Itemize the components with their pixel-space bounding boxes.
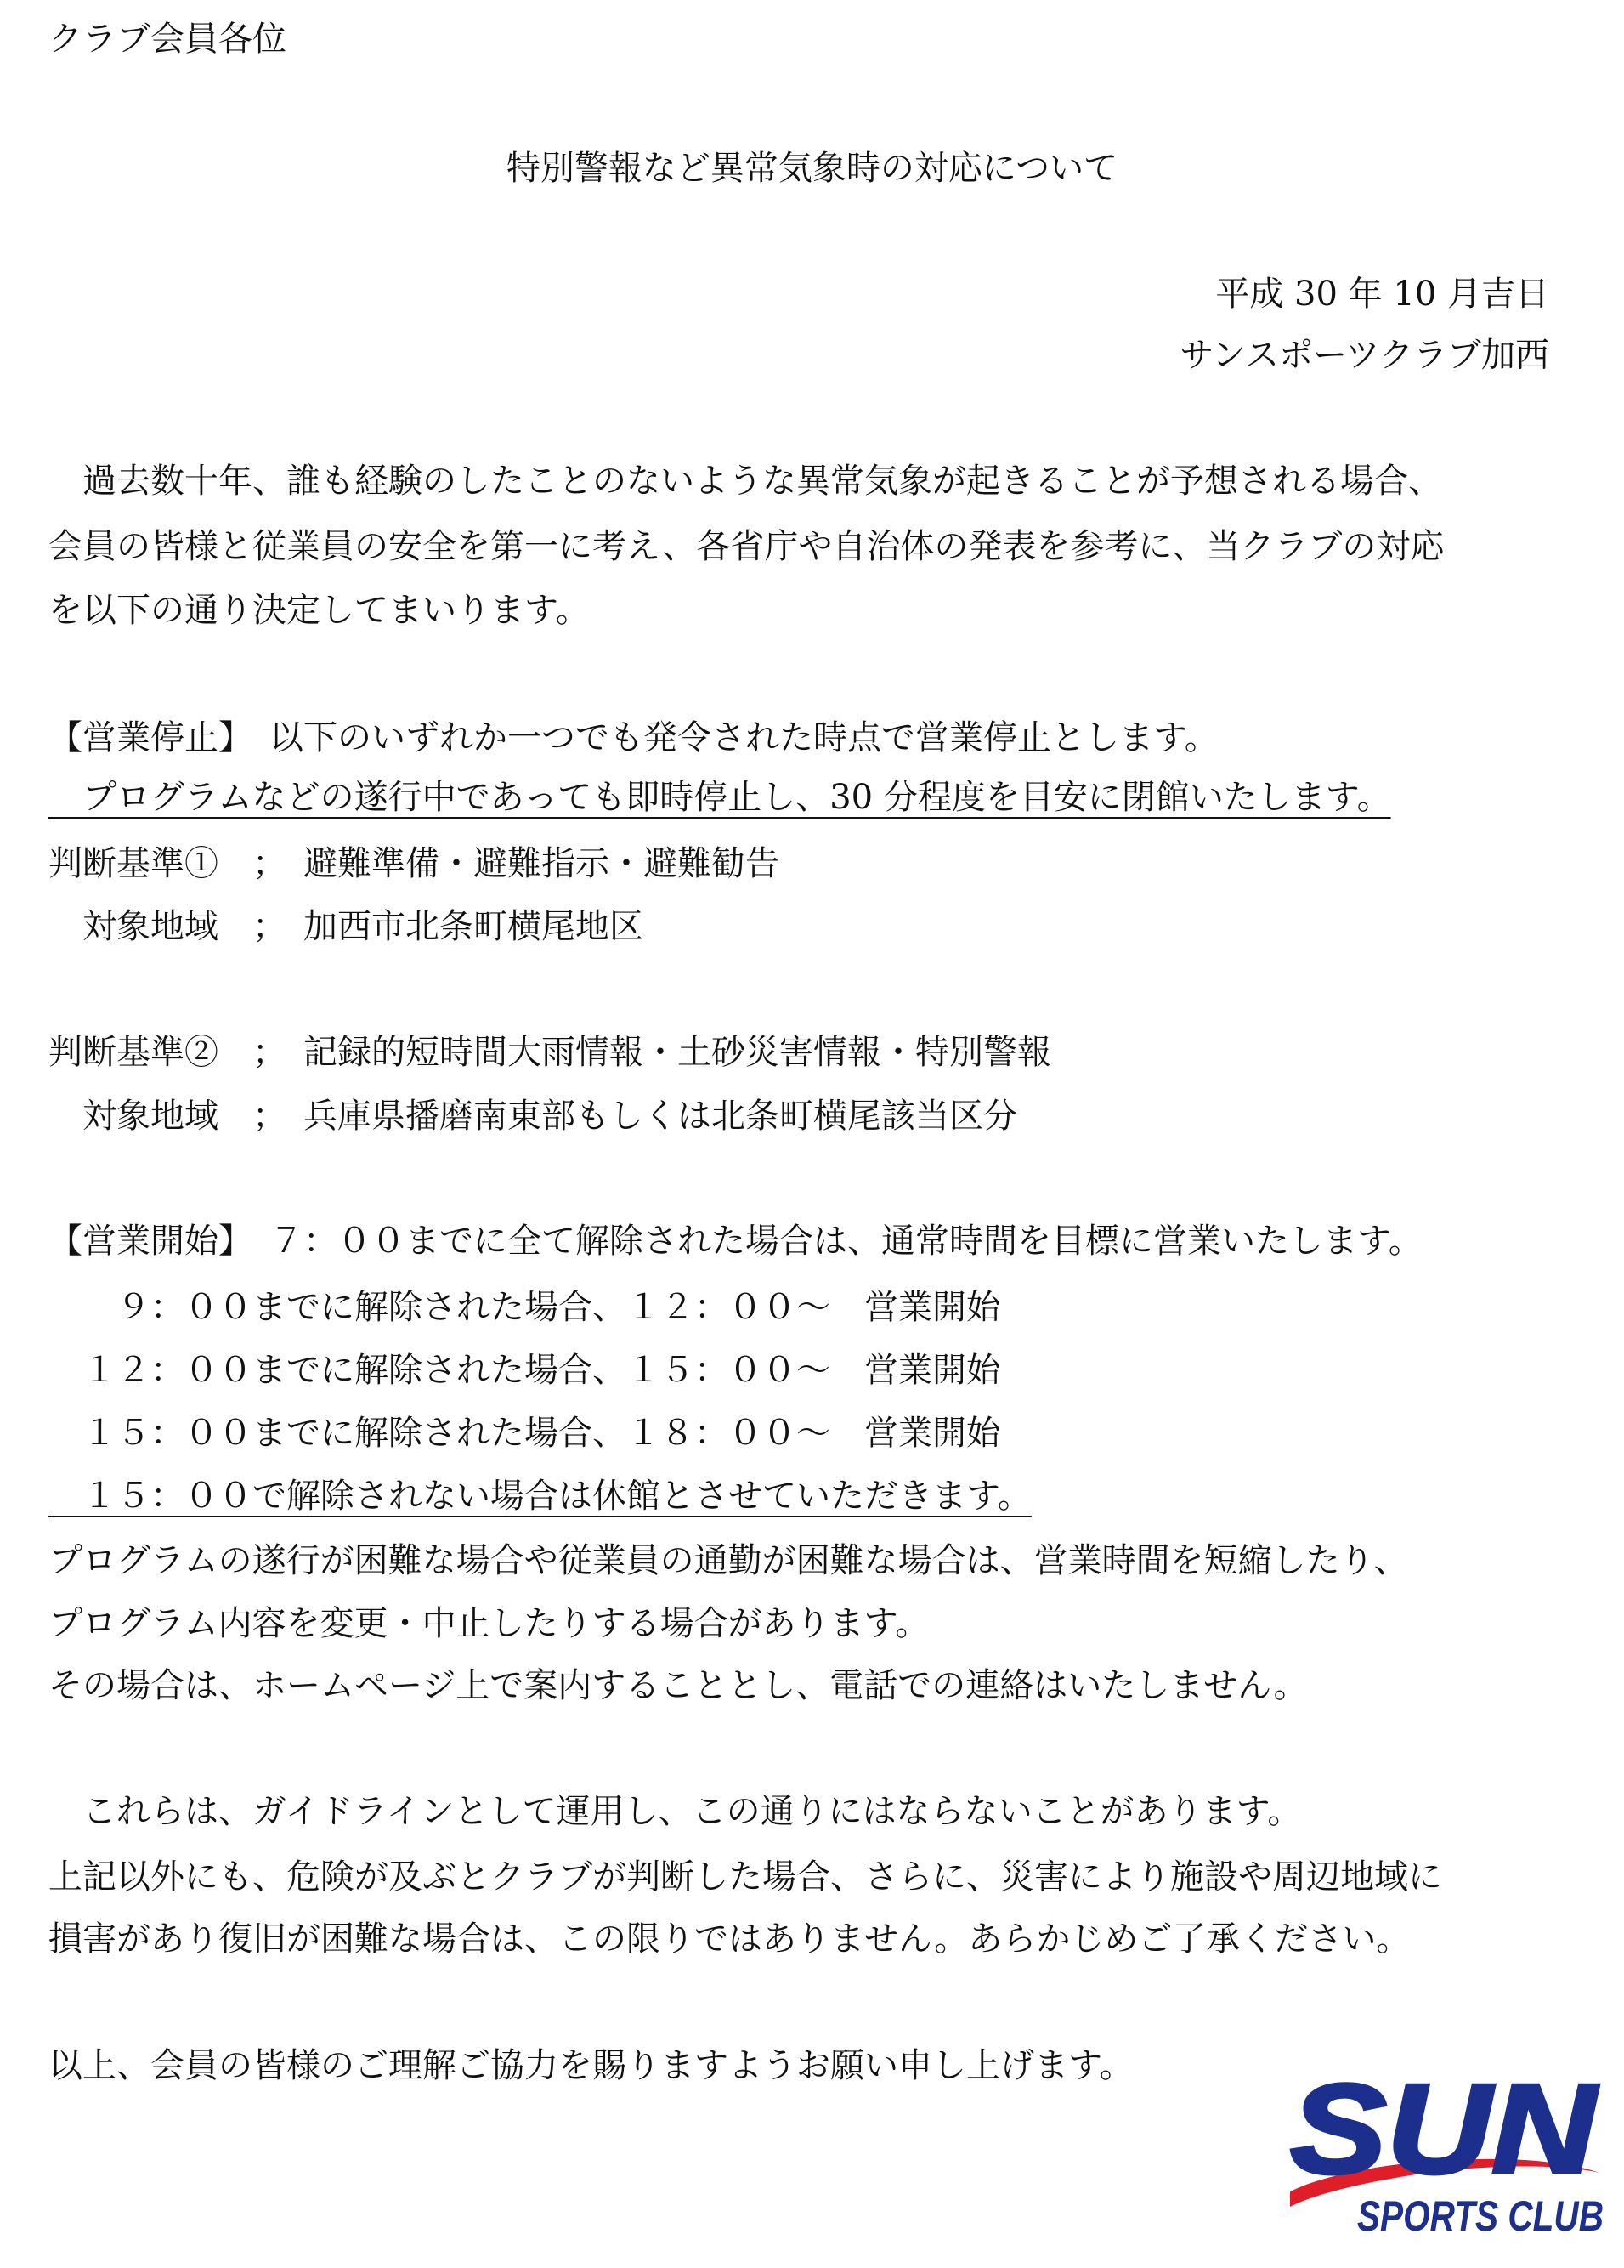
opening-extra-line: プログラムの遂行が困難な場合や従業員の通勤が困難な場合は、営業時間を短縮したり、 <box>48 1541 1408 1580</box>
closing-line: 以上、会員の皆様のご理解ご協力を賜りますようお願い申し上げます。 <box>48 2046 1134 2085</box>
opening-schedule-row: １２：００までに解除された場合、１５：００～ 営業開始 <box>48 1351 1000 1390</box>
opening-schedule-row: １５：００までに解除された場合、１８：００～ 営業開始 <box>48 1414 1000 1453</box>
guideline-line: これらは、ガイドラインとして運用し、この通りにはならないことがあります。 <box>48 1792 1302 1831</box>
opening-schedule-row: ９：００までに解除された場合、１２：００～ 営業開始 <box>48 1288 1000 1327</box>
document-title: 特別警報など異常気象時の対応について <box>506 149 1118 188</box>
intro-line: 過去数十年、誰も経験のしたことのないような異常気象が起きることが予想される場合、 <box>48 462 1442 501</box>
intro-line: 会員の皆様と従業員の安全を第一に考え、各省庁や自治体の発表を参考に、当クラブの対応 <box>48 527 1445 566</box>
opening-heading: 【営業開始】 ７：００までに全て解除された場合は、通常時間を目標に営業いたします。 <box>48 1222 1423 1261</box>
opening-extra-line: その場合は、ホームページ上で案内することとし、電話での連絡はいたしません。 <box>48 1666 1308 1705</box>
closure-heading: 【営業停止】 以下のいずれか一つでも発令された時点で営業停止とします。 <box>48 718 1219 757</box>
intro-line: を以下の通り決定してまいります。 <box>48 591 590 630</box>
sun-sports-club-logo <box>1283 2064 1606 2242</box>
closure-note: プログラムなどの遂行中であっても即時停止し、30 分程度を目安に閉館いたします。 <box>48 778 1391 817</box>
addressee: クラブ会員各位 <box>48 20 286 59</box>
sender-name: サンスポーツクラブ加西 <box>1180 336 1549 375</box>
criteria-1-area: 対象地域 ； 加西市北条町横尾地区 <box>48 907 643 946</box>
closed-note: １５：００で解除されない場合は休館とさせていただきます。 <box>48 1477 1032 1516</box>
opening-extra-line: プログラム内容を変更・中止したりする場合があります。 <box>48 1604 930 1643</box>
criteria-2-area: 対象地域 ； 兵庫県播磨南東部もしくは北条町横尾該当区分 <box>48 1097 1017 1136</box>
guideline-line: 損害があり復旧が困難な場合は、この限りではありません。あらかじめご了承ください。 <box>48 1919 1411 1959</box>
logo-sun-text: SUN <box>1290 2064 1599 2200</box>
logo-sports-club-text: SPORTS CLUB <box>1357 2192 1604 2240</box>
guideline-line: 上記以外にも、危険が及ぶとクラブが判断した場合、さらに、災害により施設や周辺地域に <box>48 1857 1442 1897</box>
issue-date: 平成 30 年 10 月吉日 <box>1215 275 1549 314</box>
criteria-1-label: 判断基準① ； 避難準備・避難指示・避難勧告 <box>48 844 779 883</box>
criteria-2-label: 判断基準② ； 記録的短時間大雨情報・土砂災害情報・特別警報 <box>48 1033 1051 1072</box>
